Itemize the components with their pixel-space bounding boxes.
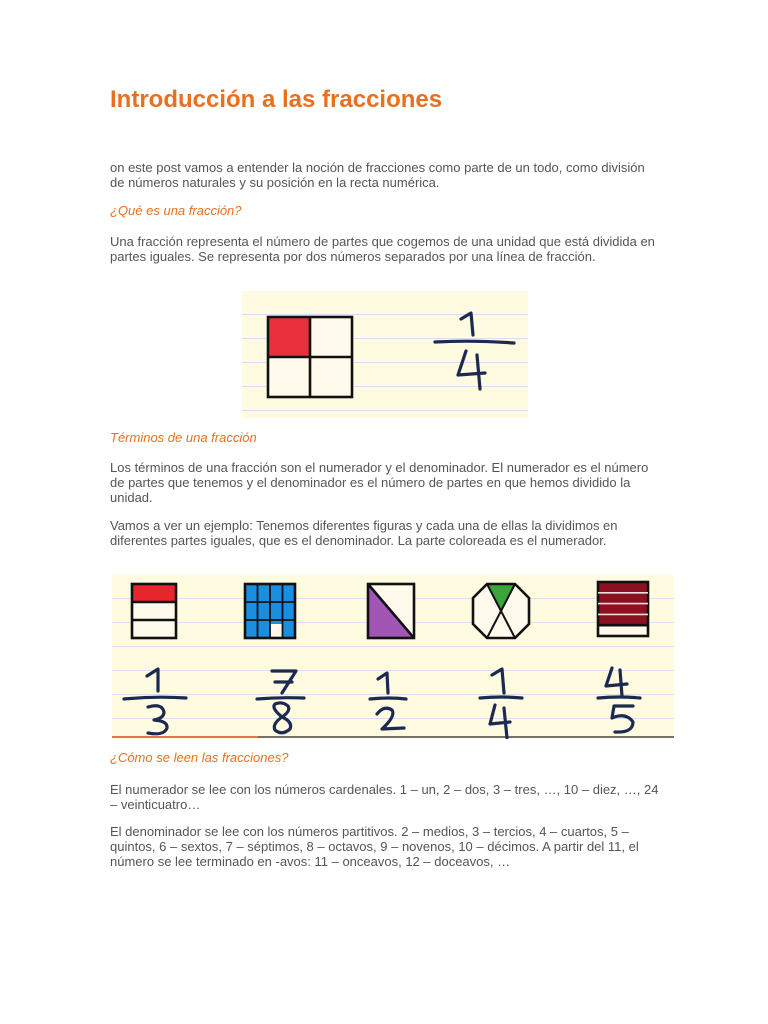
handwritten-fraction (435, 313, 514, 389)
example-paragraph: Vamos a ver un ejemplo: Tenemos diferentes figuras y cada una de ellas la dividimos en diferentes partes iguales, que es el denominador. La parte coloreada es el numerador. (110, 518, 618, 548)
handwritten-fraction-4-5 (598, 668, 640, 732)
fraction-bar (480, 697, 522, 698)
handwritten-fraction-1-2 (370, 673, 406, 729)
page-title: Introducción a las fracciones (110, 86, 443, 113)
what-is-paragraph: Una fracción representa el número de partes que cogemos de una unidad que está dividida en partes iguales. Se representa por dos números separados por una línea de fracción. (110, 234, 655, 264)
fraction-examples-figure (112, 575, 674, 739)
denominator-digit (490, 705, 510, 738)
denominator-digit (377, 708, 404, 729)
section-heading-how-to-read: ¿Cómo se leen las fracciones? (110, 750, 289, 765)
numerator-digit (606, 668, 627, 696)
shape-seven-eighths (245, 584, 295, 638)
terms-paragraph: Los términos de una fracción son el numerador y el denominador. El numerador es el número de partes que tenemos y el denominador es el número de partes en que hemos dividido la unidad. (110, 460, 649, 505)
fraction-bar (370, 698, 406, 699)
fraction-bar (257, 698, 304, 699)
denominator-digit (612, 706, 633, 732)
handwritten-fraction-1-4 (480, 669, 522, 738)
fraction-bar (124, 697, 186, 699)
fraction-examples-illustration (112, 575, 674, 739)
numerator-digit (147, 669, 158, 691)
numerator-digit (492, 669, 504, 693)
fraction-bar (435, 341, 514, 343)
numerator-digit (461, 313, 473, 335)
numerator-digit (272, 671, 296, 693)
fraction-bar (598, 697, 640, 698)
denominator-digit (274, 703, 291, 733)
handwritten-fraction-7-8 (257, 671, 304, 733)
fraction-figure-one-quarter (242, 291, 528, 418)
denominator-digit (458, 351, 485, 389)
one-quarter-illustration (242, 291, 528, 418)
denominator-reading-paragraph: El denominador se lee con los números partitivos. 2 – medios, 3 – tercios, 4 – cuartos, 5 – quintos, 6 – sextos, 7 – séptimos, 8 – octavos, 9 – novenos, 10 – décimos. A partir del 11, el número se lee terminado en -avos: 11 – onceavos, 12 – doceavos, … (110, 824, 639, 869)
shaded-part (268, 317, 310, 357)
shape-four-fifths (598, 582, 648, 636)
section-heading-what-is: ¿Qué es una fracción? (110, 203, 242, 218)
shape-one-half (368, 584, 414, 638)
shaded-part (132, 584, 176, 602)
numerator-reading-paragraph: El numerador se lee con los números cardenales. 1 – un, 2 – dos, 3 – tres, …, 10 – diez, …, 24 – veinticuatro… (110, 782, 659, 812)
section-heading-terms: Términos de una fracción (110, 430, 257, 445)
denominator-digit (148, 706, 167, 734)
intro-paragraph: on este post vamos a entender la noción de fracciones como parte de un todo, como división de números naturales y su posición en la recta numérica. (110, 160, 645, 190)
handwritten-fraction-1-3 (124, 669, 186, 734)
shape-one-quarter-octagon (473, 584, 529, 638)
numerator-digit (378, 673, 388, 693)
shape-one-third (132, 584, 176, 638)
